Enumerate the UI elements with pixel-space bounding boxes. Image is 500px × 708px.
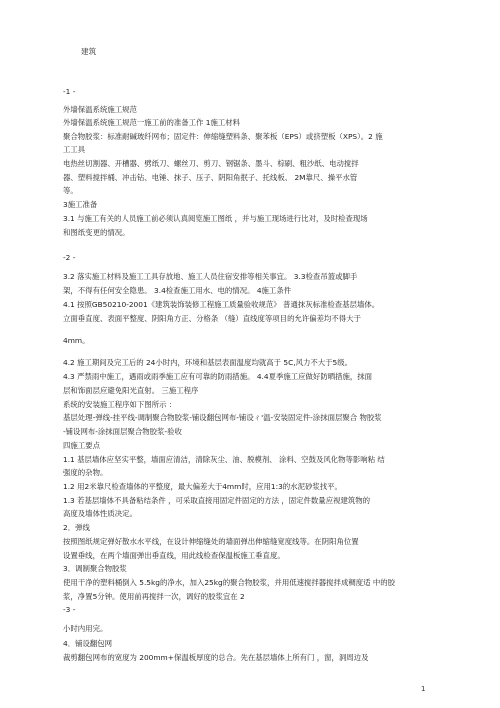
text-line: 4.3 严禁雨中施工，遇雨或雨季施工应有可靠的防雨措施。 4.4夏季施工应做好防晒措施，抹面 <box>63 372 373 381</box>
text-line: 器、塑料搅拌桶、冲击钻、电锤、抹子、压子、阴阳角抿子、托线板、 2M靠尺、操平水管 <box>63 173 358 182</box>
page-number: 1 <box>421 685 426 693</box>
text-line: 3.1 与施工有关的人员施工前必须认真阅览施工图纸 ，并与施工现场进行比对，及时检查现场 <box>63 214 368 223</box>
page-marker: -1 - <box>63 87 76 96</box>
section-heading: 4．铺设翻包网 <box>63 639 113 648</box>
text-line: 浆，净置5分钟。使用前再搅拌一次，调好的胶浆宜在 2 <box>63 592 245 601</box>
text-line: 等。 <box>63 186 78 195</box>
text-line: 强度的杂物。 <box>63 468 108 477</box>
text-line: 电热丝切割器、开槽器、劈纸刀、螺丝刀、剪刀、钢锯条、墨斗、棕刷、粗沙纸、电动搅拌 <box>63 159 359 168</box>
section-heading: 3施工准备 <box>63 200 98 209</box>
page-marker: -3 - <box>63 605 76 614</box>
text-line: 工工具 <box>63 145 86 154</box>
text-line: 高度及墙体性质决定。 <box>63 509 137 518</box>
text-line: 聚合物胶浆：标准耐碱玻纤网布；固定件：伸缩缝塑料条、聚苯板（EPS）或挤塑板（XPS）。2 施 <box>63 132 383 141</box>
text-line: 裁剪翻包网布的宽度为 200mm+保温板厚度的总合。先在基层墙体上所有门 ，窗，洞周边及 <box>63 653 369 662</box>
text-line: 3.2 落实施工材料及施工工具存放地、施工人员住宿安排等相关事宜。 3.3检查吊篮或脚手 <box>63 272 358 281</box>
text-line: 设置垂线，在两个墙面弹出垂直线，用此线检查保温板施工垂直度。 <box>63 551 285 560</box>
text-line: 层和饰面层应避免阳光直射。 三施工程序 <box>63 386 199 395</box>
section-heading: 四施工要点 <box>63 441 100 450</box>
text-line: 1.2 用2米靠尺检查墙体的平整度，最大偏差大于4mm时，应用1:3的水泥砂浆找平。 <box>63 482 342 491</box>
text-line: 系统的安装施工程序如下图所示 ： <box>63 400 177 409</box>
text-line: 和图纸变更的情况。 <box>63 228 130 237</box>
text-line: 按照图纸规定弹好散水水平线，在设计伸缩缝处的墙面弹出伸缩缝宽度线等。在阴阳角位置 <box>63 537 359 546</box>
section-heading: 2．弹线 <box>63 523 90 532</box>
text-line: 1.3 若基层墙体不具备粘结条件 ，可采取直接用固定件固定的方法 ，固定件数量应视建筑物的 <box>63 496 371 505</box>
text-line: 4.2 施工期间及完工后的 24小时内，环境和基层表面温度均就高于 5C,风力不大于5级。 <box>63 358 353 367</box>
text-line: 基层处理-弹线-挂平线-调制聚合物胶浆-铺设翻包网布-铺设ㄔ'温-安装固定件-涂抹面层聚合 物胶浆 <box>63 413 382 422</box>
page-header: 建筑 <box>81 47 97 56</box>
text-line: 使用干净的塑料桶倒入 5.5kg的净水，加入25kg的聚合物胶浆，并用低速搅拌器搅拌成稠度适 中的胶 <box>63 578 396 587</box>
text-line: 外墙保温系统施工规范 <box>63 105 137 114</box>
text-line: -铺设网布-涂抹面层聚合物胶浆-验收 <box>63 427 182 436</box>
text-line: 4.1 按照GB50210-2001《建筑装饰装修工程施工质量验收规范》 普通抹灰标准检查基层墙体。 <box>63 300 380 309</box>
section-heading: 3．调制聚合物胶浆 <box>63 564 127 573</box>
page-marker: -2 - <box>63 253 76 262</box>
text-line: 4mm。 <box>63 336 90 345</box>
text-line: 外墙保温系统施工规范一施工前的准备工作 1施工材料 <box>63 118 241 127</box>
text-line: 小时内用完。 <box>63 624 108 633</box>
text-line: 立面垂直度、表面平整度、阴阳角方正、分格条 （缝）直线度等项目的允许偏差均不得大于 <box>63 314 361 323</box>
text-line: 1.1 基层墙体应坚实平整，墙面应清洁，清除灰尘、油、脱模剂、 涂料、空鼓及风化物等影响粘 结 <box>63 455 385 464</box>
text-line: 架，不得有任何安全隐患。 3.4检查施工用水、电的情况。 4施工条件 <box>63 286 292 295</box>
